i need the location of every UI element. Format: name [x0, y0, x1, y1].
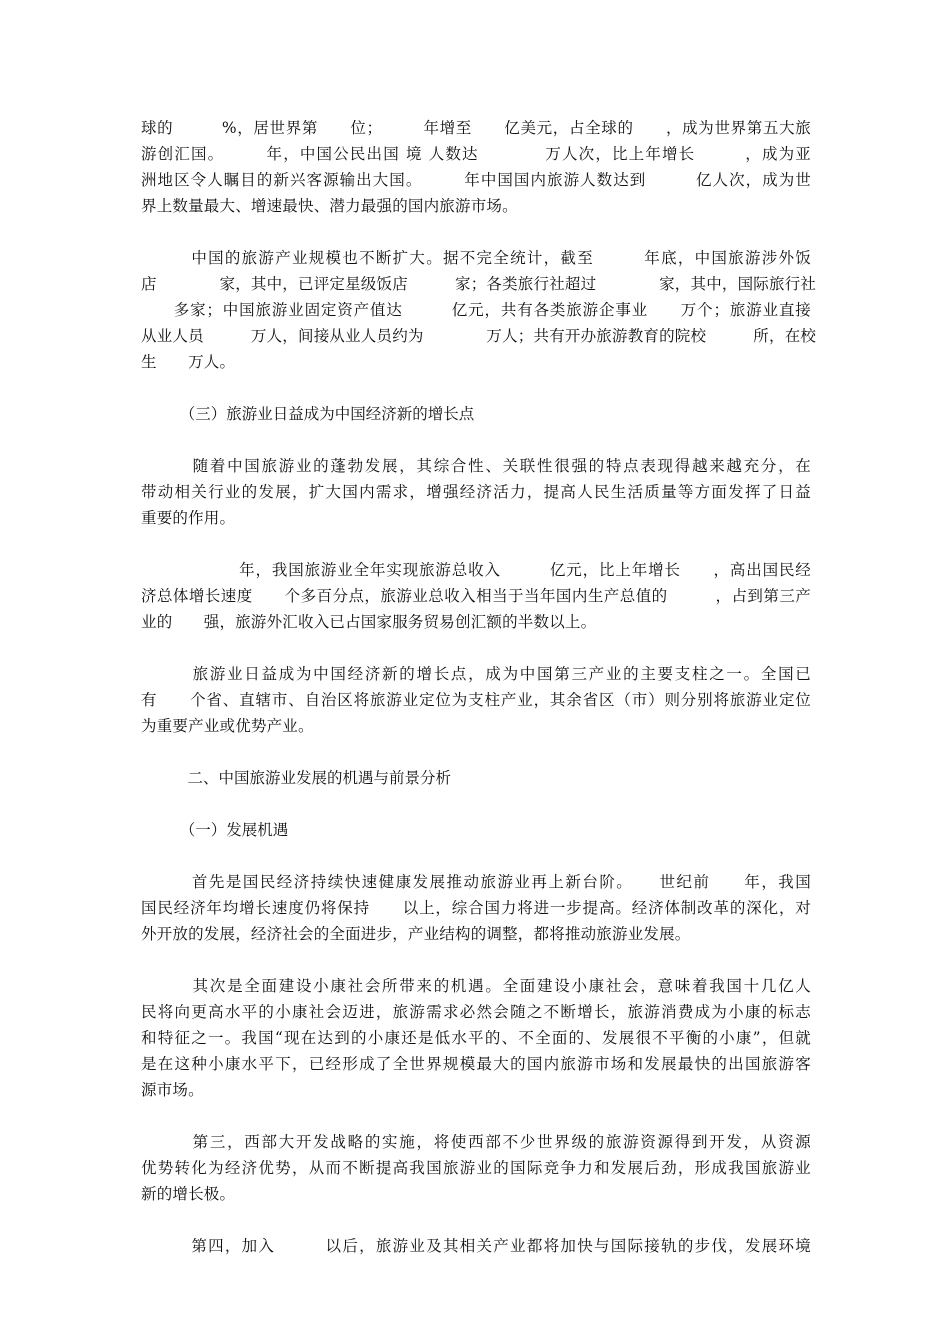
text-line: 外开放的发展，经济社会的全面进步，产业结构的调整，都将推动旅游业发展。	[141, 925, 691, 943]
text-line: 随着中国旅游业的蓬勃发展，其综合性、关联性很强的特点表现得越来越充分，在	[141, 457, 811, 475]
text-line: 为重要产业或优势产业。	[141, 717, 314, 735]
text-line: 年，我国旅游业全年实现旅游总收入 亿元，比上年增长 ，高出国民经	[141, 561, 811, 579]
paragraph-comprehensive-role	[141, 453, 811, 531]
text-line: 是在这种小康水平下，已经形成了全世界规模最大的国内旅游市场和发展最快的出国旅游客	[141, 1055, 811, 1073]
text-line: 第三，西部大开发战略的实施，将使西部不少世界级的旅游资源得到开发，从资源	[141, 1133, 811, 1151]
text-line: 旅游业日益成为中国经济新的增长点，成为中国第三产业的主要支柱之一。全国已	[141, 665, 811, 683]
paragraph-third-opportunity	[141, 1129, 811, 1207]
text-line: 业的 强，旅游外汇收入已占国家服务贸易创汇额的半数以上。	[141, 613, 597, 631]
paragraph-second-opportunity	[141, 973, 811, 1103]
section-heading-growth-point: （三）旅游业日益成为中国经济新的增长点	[141, 405, 475, 423]
section-heading-development-opportunities: （一）发展机遇	[141, 821, 289, 839]
text-line: 店 家，其中，已评定星级饭店 家；各类旅行社超过 家，其中，国际旅行社	[141, 275, 817, 293]
text-line: 从业人员 万人，间接从业人员约为 万人；共有开办旅游教育的院校 所，在校	[141, 327, 817, 345]
text-line: 带动相关行业的发展，扩大国内需求，增强经济活力，提高人民生活质量等方面发挥了日益	[141, 483, 811, 501]
text-line: 民将向更高水平的小康社会迈进，旅游需求必然会随之不断增长，旅游消费成为小康的标志	[141, 1003, 811, 1021]
text-line: 和特征之一。我国“现在达到的小康还是低水平的、不全面的、发展很不平衡的小康”，但就	[141, 1029, 811, 1047]
text-line: 洲地区令人瞩目的新兴客源输出大国。 年中国国内旅游人数达到 亿人次，成为世	[141, 171, 811, 189]
text-line: 济总体增长速度 个多百分点，旅游业总收入相当于当年国内生产总值的 ，占到第三产	[141, 587, 811, 605]
text-line: 首先是国民经济持续快速健康发展推动旅游业再上新台阶。 世纪前 年，我国	[141, 873, 811, 891]
text-line: 第四，加入 以后，旅游业及其相关产业都将加快与国际接轨的步伐，发展环境	[141, 1237, 811, 1255]
text-line: 其次是全面建设小康社会所带来的机遇。全面建设小康社会，意味着我国十几亿人	[141, 977, 811, 995]
text-line: 多家；中国旅游业固定资产值达 亿元，共有各类旅游企事业 万个；旅游业直接	[141, 301, 811, 319]
paragraph-pillar-industry	[141, 661, 811, 739]
paragraph-fourth-opportunity	[141, 1233, 811, 1259]
chapter-heading-opportunities: 二、中国旅游业发展的机遇与前景分析	[141, 769, 452, 787]
paragraph-tourism-forex-ranking	[141, 115, 811, 219]
paragraph-industry-scale	[141, 245, 817, 375]
paragraph-first-opportunity	[141, 869, 811, 947]
document-page	[141, 115, 817, 1259]
text-line: 国民经济年均增长速度仍将保持 以上，综合国力将进一步提高。经济体制改革的深化，对	[141, 899, 811, 917]
text-line: 重要的作用。	[141, 509, 236, 527]
text-line: 球的 %，居世界第 位； 年增至 亿美元，占全球的 ，成为世界第五大旅	[141, 119, 811, 137]
text-line: 新的增长极。	[141, 1185, 236, 1203]
paragraph-total-revenue	[141, 557, 811, 635]
text-line: 源市场。	[141, 1081, 204, 1099]
text-line: 生 万人。	[141, 353, 236, 371]
text-line: 游创汇国。 年，中国公民出国 境 人数达 万人次，比上年增长 ，成为亚	[141, 145, 811, 163]
text-line: 优势转化为经济优势，从而不断提高我国旅游业的国际竞争力和发展后劲，形成我国旅游业	[141, 1159, 811, 1177]
text-line: 界上数量最大、增速最快、潜力最强的国内旅游市场。	[141, 197, 518, 215]
text-line: 有 个省、直辖市、自治区将旅游业定位为支柱产业，其余省区（市）则分别将旅游业定位	[141, 691, 811, 709]
text-line: 中国的旅游产业规模也不断扩大。据不完全统计，截至 年底，中国旅游涉外饭	[141, 249, 811, 267]
